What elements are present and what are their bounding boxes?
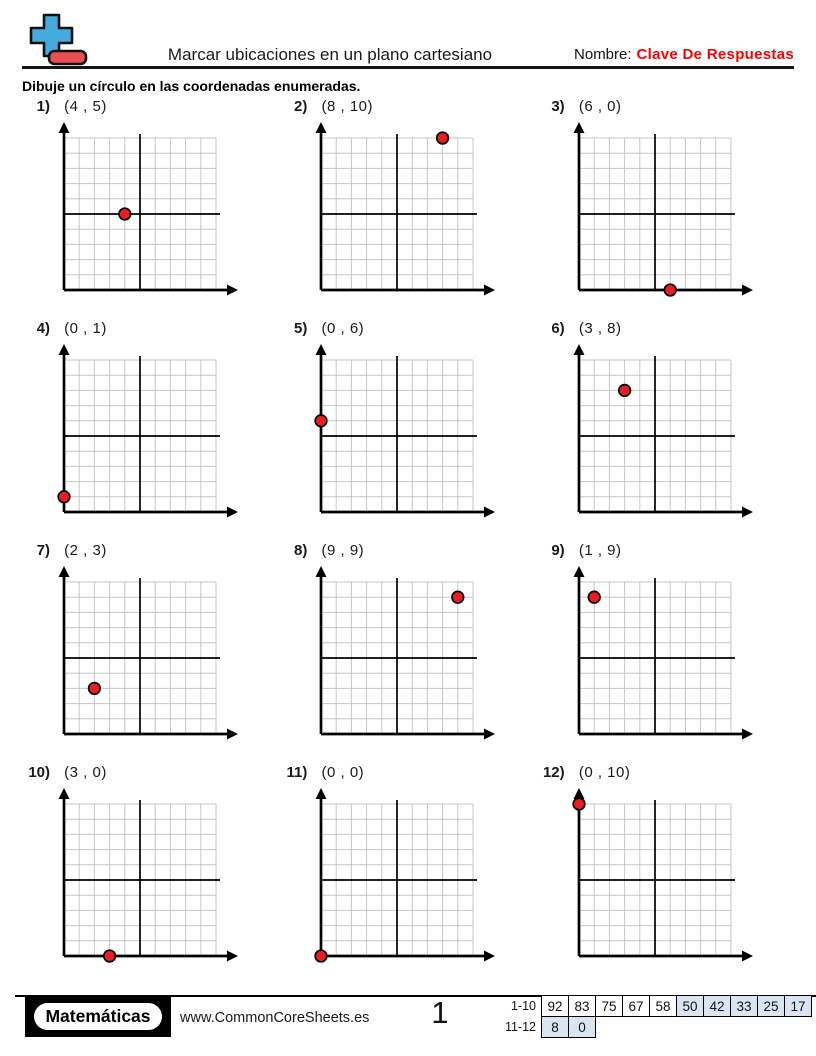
problem	[537, 98, 794, 300]
problem-header	[22, 320, 279, 342]
x-axis-arrow-icon	[227, 285, 238, 296]
answer-dot	[104, 950, 116, 962]
problem	[279, 542, 536, 744]
problem-number: 11)	[286, 764, 308, 781]
score-cell: 33	[731, 996, 758, 1017]
x-axis-arrow-icon	[742, 507, 753, 518]
minus-shape	[49, 51, 86, 64]
problem	[537, 542, 794, 744]
answer-dot	[437, 132, 449, 144]
problem-header	[22, 98, 279, 120]
score-cell: 75	[596, 996, 623, 1017]
coordinate-grid	[307, 566, 499, 744]
x-axis-arrow-icon	[484, 507, 495, 518]
score-cell: 50	[677, 996, 704, 1017]
answer-dot	[119, 208, 131, 220]
coordinate-grid	[50, 566, 242, 744]
score-cell: 0	[569, 1017, 596, 1038]
problem-number: 1)	[36, 98, 50, 115]
score-cell: 8	[542, 1017, 569, 1038]
y-axis-arrow-icon	[316, 788, 327, 799]
problem-coordinates: (3 , 0)	[64, 764, 107, 781]
score-cell: 58	[650, 996, 677, 1017]
answer-dot	[573, 798, 585, 810]
y-axis-arrow-icon	[573, 566, 584, 577]
answer-dot	[89, 683, 101, 695]
problem-number: 4)	[36, 320, 50, 337]
problem-coordinates: (2 , 3)	[64, 542, 107, 559]
y-axis-arrow-icon	[573, 122, 584, 133]
x-axis-arrow-icon	[742, 951, 753, 962]
problem-number: 10)	[28, 764, 50, 781]
coordinate-grid	[50, 344, 242, 522]
problem-number: 12)	[542, 764, 565, 781]
answer-dot	[618, 385, 630, 397]
y-axis-arrow-icon	[573, 344, 584, 355]
problem-coordinates: (0 , 6)	[321, 320, 365, 337]
problem-coordinates: (1 , 9)	[578, 542, 622, 559]
problem-header	[22, 542, 279, 564]
problem-coordinates: (9 , 9)	[321, 542, 365, 559]
x-axis-arrow-icon	[484, 951, 495, 962]
problem-header	[22, 764, 279, 786]
answer-dot	[58, 491, 70, 503]
problem-coordinates: (0 , 10)	[578, 764, 631, 781]
problem-number: 7)	[36, 542, 50, 559]
coordinate-grid	[565, 344, 757, 522]
answer-dot	[452, 591, 464, 603]
brand-name: Matemáticas	[34, 1003, 161, 1030]
problem-coordinates: (0 , 0)	[321, 764, 365, 781]
problem-header	[279, 542, 536, 564]
coordinate-grid	[307, 344, 499, 522]
problem	[22, 542, 279, 744]
problem-coordinates: (8 , 10)	[321, 98, 374, 115]
y-axis-arrow-icon	[59, 122, 70, 133]
name-label: Nombre:	[574, 46, 632, 63]
y-axis-arrow-icon	[59, 788, 70, 799]
x-axis-arrow-icon	[484, 285, 495, 296]
x-axis-arrow-icon	[227, 507, 238, 518]
y-axis-arrow-icon	[59, 566, 70, 577]
problem-number: 8)	[293, 542, 308, 559]
answer-dot	[588, 591, 600, 603]
x-axis-arrow-icon	[227, 951, 238, 962]
problem	[279, 320, 536, 522]
page-number: 1	[431, 995, 449, 1030]
brand-logo	[25, 996, 171, 1037]
problem	[22, 320, 279, 522]
problem-number: 2)	[293, 98, 308, 115]
y-axis-arrow-icon	[316, 566, 327, 577]
problem-number: 6)	[551, 320, 565, 337]
score-table-body	[488, 996, 812, 1038]
problem-coordinates: (3 , 8)	[578, 320, 622, 337]
problem-header	[279, 320, 536, 342]
score-cell: 92	[542, 996, 569, 1017]
problem-header	[279, 764, 536, 786]
problem	[22, 98, 279, 300]
problem	[537, 764, 794, 966]
coordinate-grid	[50, 788, 242, 966]
website-url: www.CommonCoreSheets.es	[180, 1010, 370, 1026]
problem-header	[279, 98, 536, 120]
score-cell: 17	[785, 996, 812, 1017]
score-cell: 67	[623, 996, 650, 1017]
problem-coordinates: (4 , 5)	[64, 98, 107, 115]
problem-header	[537, 98, 794, 120]
score-row-label: 11-12	[504, 1020, 536, 1034]
x-axis-arrow-icon	[742, 729, 753, 740]
coordinate-grid	[565, 122, 757, 300]
coordinate-grid	[565, 566, 757, 744]
y-axis-arrow-icon	[316, 122, 327, 133]
score-cell: 42	[704, 996, 731, 1017]
problem	[279, 98, 536, 300]
header-divider	[22, 66, 794, 69]
score-cell: 83	[569, 996, 596, 1017]
problem	[279, 764, 536, 966]
problem-header	[537, 764, 794, 786]
coordinate-grid	[50, 122, 242, 300]
answer-dot	[664, 284, 676, 296]
problem-coordinates: (6 , 0)	[578, 98, 622, 115]
answer-key-text: Clave De Respuestas	[636, 46, 794, 63]
problem-number: 5)	[293, 320, 308, 337]
plus-minus-icon	[26, 12, 90, 72]
problems-grid	[22, 98, 794, 966]
problem-number: 9)	[551, 542, 565, 559]
instructions-text: Dibuje un círculo en las coordenadas enumeradas.	[22, 78, 361, 94]
x-axis-arrow-icon	[227, 729, 238, 740]
problem	[537, 320, 794, 522]
y-axis-arrow-icon	[316, 344, 327, 355]
y-axis-arrow-icon	[59, 344, 70, 355]
y-axis-arrow-icon	[573, 788, 584, 799]
score-row-label: 1-10	[510, 999, 536, 1013]
problem-header	[537, 542, 794, 564]
problem	[22, 764, 279, 966]
page-title: Marcar ubicaciones en un plano cartesiano	[167, 45, 493, 64]
problem-coordinates: (0 , 1)	[64, 320, 107, 337]
coordinate-grid	[565, 788, 757, 966]
coordinate-grid	[307, 788, 499, 966]
score-table	[488, 995, 812, 1038]
x-axis-arrow-icon	[742, 285, 753, 296]
coordinate-grid	[307, 122, 499, 300]
name-area	[574, 46, 794, 63]
problem-number: 3)	[551, 98, 565, 115]
answer-dot	[316, 415, 328, 427]
problem-header	[537, 320, 794, 342]
x-axis-arrow-icon	[484, 729, 495, 740]
score-cell: 25	[758, 996, 785, 1017]
answer-dot	[316, 950, 328, 962]
